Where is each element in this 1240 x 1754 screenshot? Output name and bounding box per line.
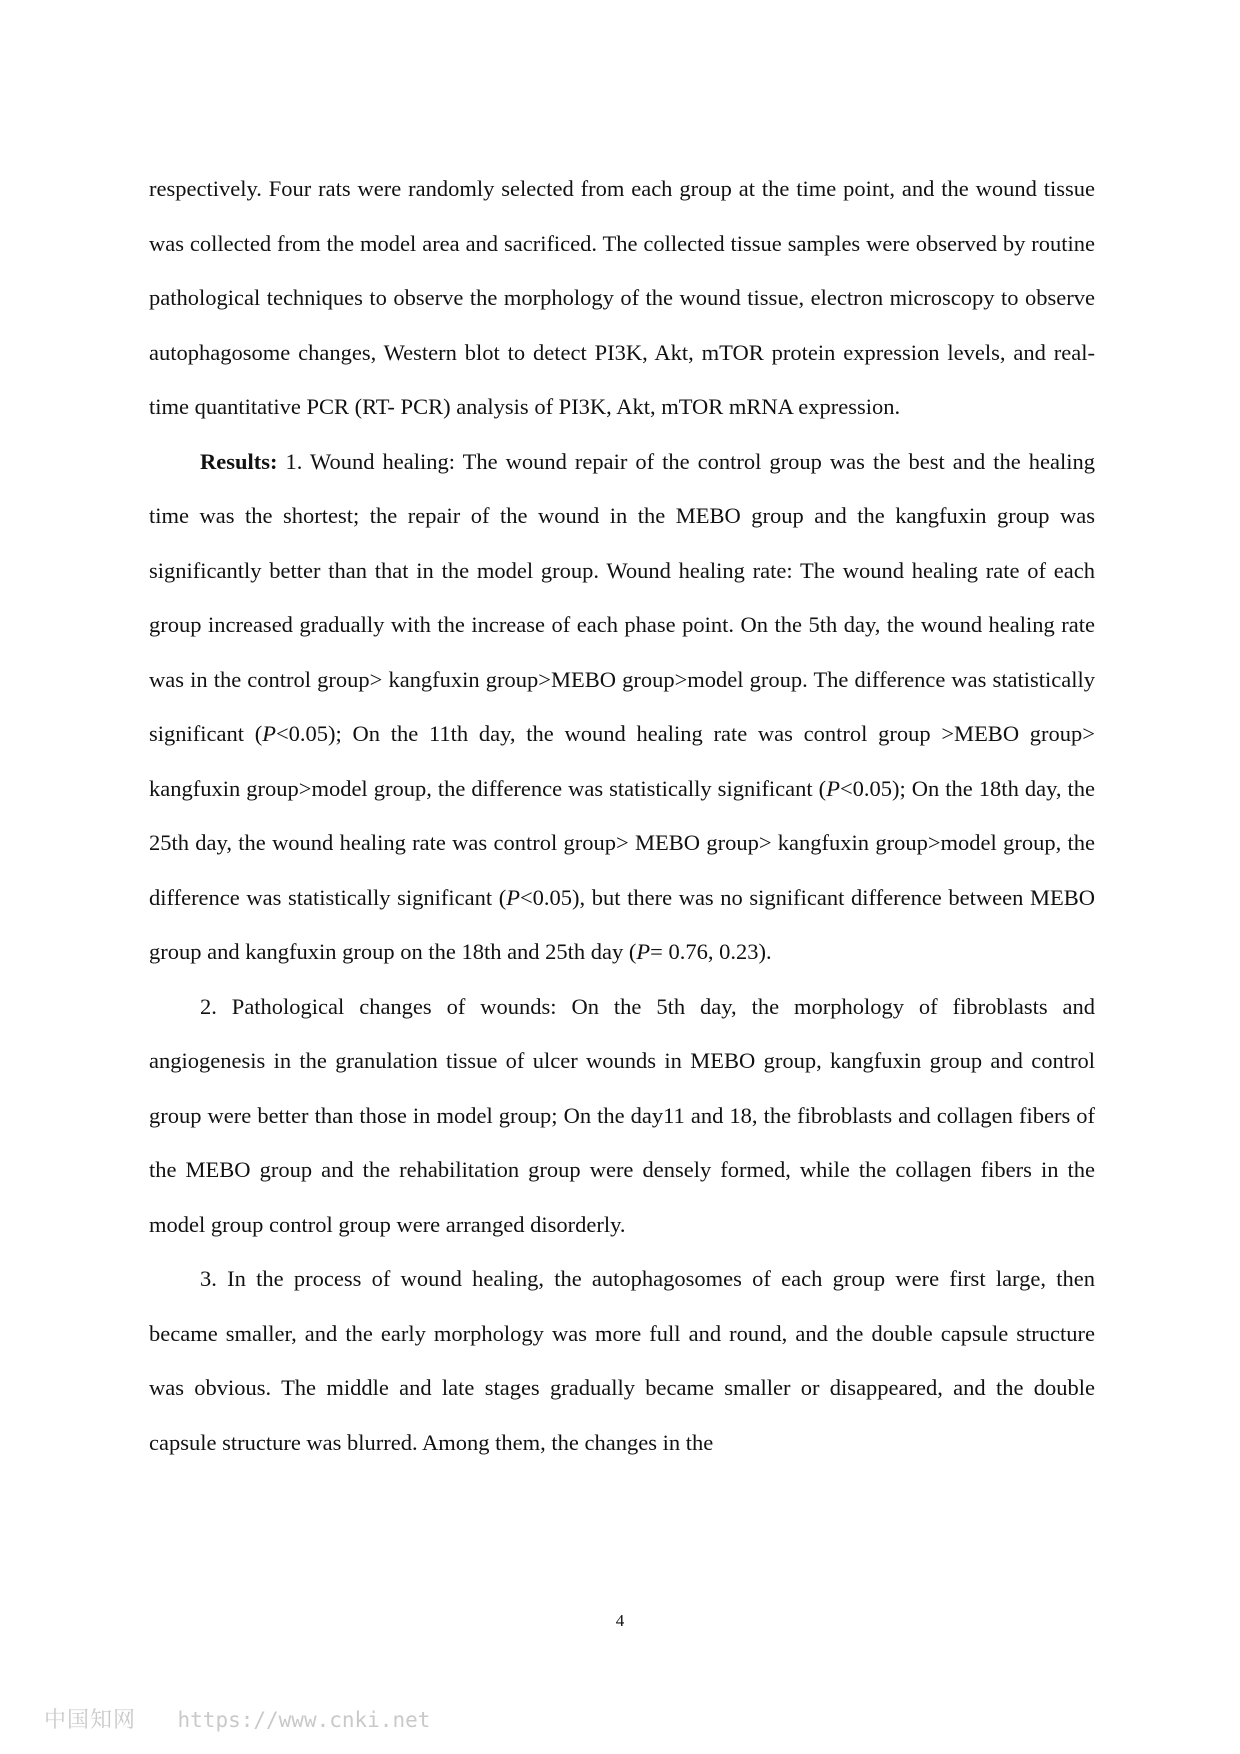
- results-text-part-2: <0.05); On the 11th day, the wound healing rate was control group >MEBO group> kangfuxin group>model group, the difference was statistically significant (: [149, 721, 1095, 801]
- results-text-part-1: 1. Wound healing: The wound repair of the control group was the best and the healing time was the shortest; the repair of the wound in the MEBO group and the kangfuxin group was significantly better than that in the model group. Wound healing rate: The wound healing rate of each group increased gradually with the increase of each phase point. On the 5th day, the wound healing rate was in the control group> kangfuxin group>MEBO group>model group. The difference was statistically significant (: [149, 448, 1095, 746]
- results-text-part-5: = 0.76, 0.23).: [650, 939, 772, 964]
- results-label: Results:: [200, 448, 278, 474]
- document-body: [149, 162, 1095, 1470]
- paragraph-autophagosomes: 3. In the process of wound healing, the autophagosomes of each group were first large, then became smaller, and the early morphology was more full and round, and the double capsule structure was obvious. The middle and late stages gradually became smaller or disappeared, and the double capsule structure was blurred. Among them, the changes in the: [149, 1266, 1095, 1455]
- paragraph-pathological-changes: 2. Pathological changes of wounds: On the 5th day, the morphology of fibroblasts and angiogenesis in the granulation tissue of ulcer wounds in MEBO group, kangfuxin group and control group were better than those in model group; On the day11 and 18, the fibroblasts and collagen fibers of the MEBO group and the rehabilitation group were densely formed, while the collagen fibers in the model group control group were arranged disorderly.: [149, 993, 1095, 1237]
- watermark-chinese-text: 中国知网: [44, 1708, 137, 1733]
- watermark-url: https://www.cnki.net: [177, 1708, 431, 1732]
- page-number: 4: [615, 1611, 625, 1630]
- p-value-symbol: P: [826, 775, 840, 801]
- p-value-symbol: P: [506, 884, 520, 910]
- paragraph-methods-continued: respectively. Four rats were randomly selected from each group at the time point, and the wound tissue was collected from the model area and sacrificed. The collected tissue samples were observed by routine pathological techniques to observe the morphology of the wound tissue, electron microscopy to observe autophagosome changes, Western blot to detect PI3K, Akt, mTOR protein expression levels, and real-time quantitative PCR (RT- PCR) analysis of PI3K, Akt, mTOR mRNA expression.: [149, 176, 1095, 419]
- cnki-watermark: [44, 1703, 430, 1734]
- results-text-part-4: <0.05), but there was no significant difference between MEBO group and kangfuxin group on the 18th and 25th day (: [149, 884, 1095, 964]
- paragraph-results: [149, 435, 1095, 980]
- p-value-symbol: P: [262, 721, 276, 746]
- results-text-part-3: <0.05); On the 18th day, the 25th day, the wound healing rate was control group> MEBO group> kangfuxin group>model group, the difference was statistically significant (: [149, 775, 1096, 910]
- p-value-symbol: P: [636, 939, 651, 964]
